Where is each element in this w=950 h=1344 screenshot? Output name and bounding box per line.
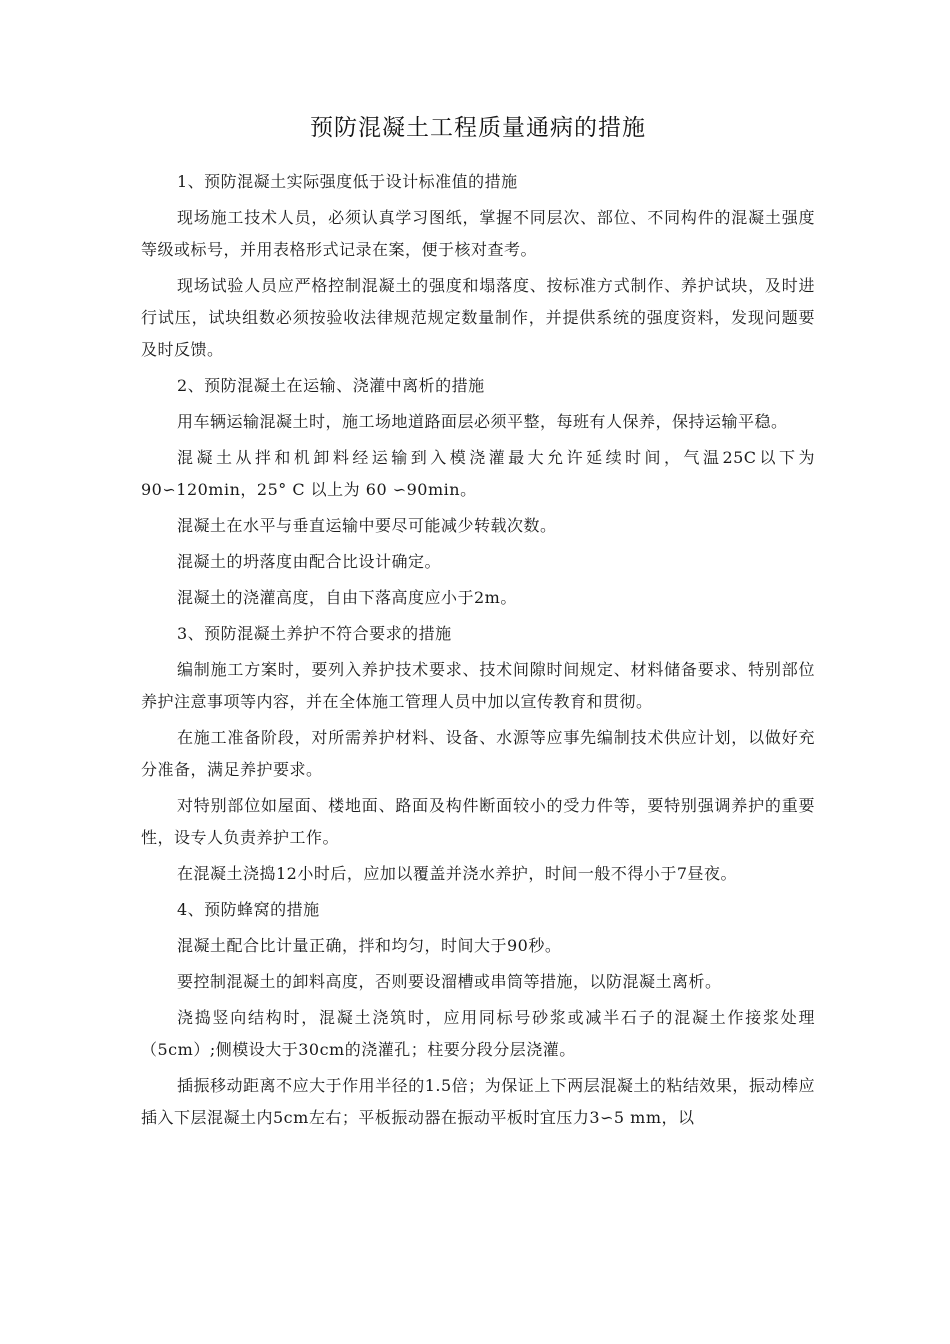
document-title: 预防混凝土工程质量通病的措施: [310, 115, 646, 141]
paragraph: 混凝土配合比计量正确，拌和均匀，时间大于90秒。: [177, 936, 562, 955]
paragraph: 用车辆运输混凝土时，施工场地道路面层必须平整，每班有人保养，保持运输平稳。: [177, 412, 788, 431]
section-heading-3: 3、预防混凝土养护不符合要求的措施: [177, 624, 452, 643]
section-heading-2: 2、预防混凝土在运输、浇灌中离析的措施: [177, 376, 485, 395]
section-heading-1: 1、预防混凝土实际强度低于设计标准值的措施: [177, 172, 518, 191]
paragraph: 在施工准备阶段，对所需养护材料、设备、水源等应事先编制技术供应计划，以做好充分准备，满足养护要求。: [141, 728, 815, 779]
section-heading-4: 4、预防蜂窝的措施: [177, 900, 320, 919]
paragraph: 编制施工方案时，要列入养护技术要求、技术间隙时间规定、材料储备要求、特别部位养护注意事项等内容，并在全体施工管理人员中加以宣传教育和贯彻。: [141, 660, 815, 711]
paragraph: 现场试验人员应严格控制混凝土的强度和塌落度、按标准方式制作、养护试块，及时进行试压，试块组数必须按验收法律规范规定数量制作，并提供系统的强度资料，发现问题要及时反馈。: [141, 276, 815, 359]
paragraph: 在混凝土浇捣12小时后，应加以覆盖并浇水养护，时间一般不得小于7昼夜。: [177, 864, 738, 883]
paragraph: 浇捣竖向结构时，混凝土浇筑时，应用同标号砂浆或减半石子的混凝土作接浆处理（5cm）;侧模设大于30cm的浇灌孔；柱要分段分层浇灌。: [141, 1008, 815, 1059]
paragraph: 混凝土在水平与垂直运输中要尽可能减少转载次数。: [177, 516, 557, 535]
paragraph: 要控制混凝土的卸料高度，否则要设溜槽或串筒等措施，以防混凝土离析。: [177, 972, 722, 991]
paragraph: 现场施工技术人员，必须认真学习图纸，掌握不同层次、部位、不同构件的混凝土强度等级或标号，并用表格形式记录在案，便于核对查考。: [141, 208, 815, 259]
paragraph: 插振移动距离不应大于作用半径的1.5倍；为保证上下两层混凝土的粘结效果，振动棒应插入下层混凝土内5cm左右；平板振动器在振动平板时宜压力3∽5 mm，以: [141, 1076, 815, 1127]
paragraph: 对特别部位如屋面、楼地面、路面及构件断面较小的受力件等，要特别强调养护的重要性，设专人负责养护工作。: [141, 796, 815, 847]
paragraph: 混凝土的浇灌高度，自由下落高度应小于2m。: [177, 588, 517, 607]
paragraph: 混凝土从拌和机卸料经运输到入模浇灌最大允许延续时间，气温25C以下为 90∽120min，25° C 以上为 60 ∽90min。: [141, 448, 815, 499]
paragraph: 混凝土的坍落度由配合比设计确定。: [177, 552, 442, 571]
